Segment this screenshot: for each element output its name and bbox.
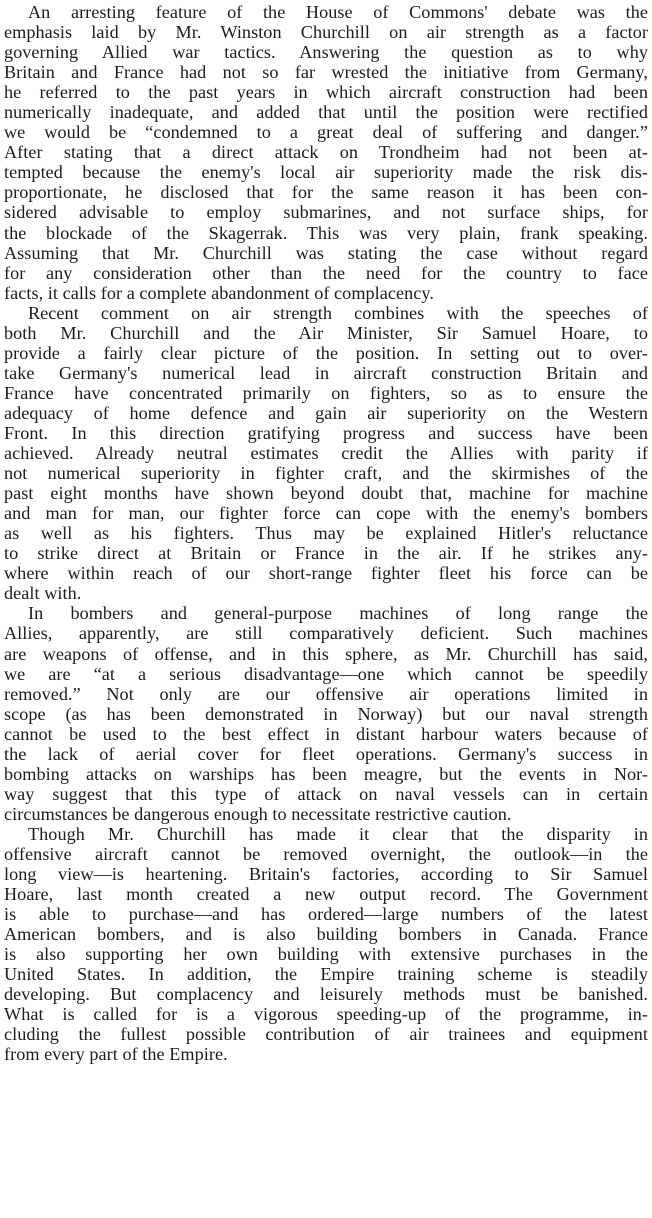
paragraph-outlook [4, 824, 648, 1065]
text-line: developing. But complacency and leisurely methods must be banished. [4, 984, 648, 1005]
text-line: from every part of the Empire. [4, 1044, 228, 1065]
text-line: long view—is heartening. Britain's factories, according to Sir Samuel [4, 864, 648, 885]
text-line: cluding the fullest possible contribution of air trainees and equipment [4, 1024, 648, 1045]
text-line: are weapons of offense, and in this sphere, as Mr. Churchill has said, [4, 643, 648, 664]
text-line: What is called for is a vigorous speeding-up of the programme, in- [4, 1004, 648, 1025]
text-line: and man for man, our fighter force can cope with the enemy's bombers [4, 503, 648, 524]
text-line: the blockade of the Skagerrak. This was very plain, frank speaking. [4, 222, 648, 243]
paragraph-air-strength-debate [4, 2, 648, 303]
text-line: cannot be used to the best effect in distant harbour waters because of [4, 723, 648, 744]
text-line: Hoare, last month created a new output record. The Government [4, 884, 648, 905]
text-line: Though Mr. Churchill has made it clear that the disparity in [28, 823, 648, 844]
text-line: emphasis laid by Mr. Winston Churchill on air strength as a factor [4, 22, 648, 43]
text-line: In bombers and general-purpose machines of long range the [28, 603, 648, 624]
text-line: where within reach of our short-range fighter fleet his force can be [4, 563, 648, 584]
text-line: circumstances be dangerous enough to necessitate restrictive caution. [4, 803, 512, 824]
text-line: Assuming that Mr. Churchill was stating the case without regard [4, 242, 648, 263]
text-line: adequacy of home defence and gain air superiority on the Western [4, 402, 648, 423]
text-line: for any consideration other than the need for the country to face [4, 262, 648, 283]
text-line: scope (as has been demonstrated in Norway) but our naval strength [4, 703, 648, 724]
paragraph-bomber-deficiency [4, 603, 648, 824]
text-line: is also supporting her own building with extensive purchases in the [4, 944, 648, 965]
text-line: as well as his fighters. Thus may be explained Hitler's reluctance [4, 523, 648, 544]
text-line: is able to purchase—and has ordered—large numbers of the latest [4, 904, 648, 925]
text-line: proportionate, he disclosed that for the same reason it has been con- [4, 182, 648, 203]
text-line: American bombers, and is also building bombers in Canada. France [4, 924, 648, 945]
article-page [4, 2, 648, 1214]
text-line: Britain and France had not so far wrested the initiative from Germany, [4, 62, 648, 83]
text-line: not numerical superiority in fighter craft, and the skirmishes of the [4, 463, 648, 484]
text-line: past eight months have shown beyond doubt that, machine for machine [4, 483, 648, 504]
text-line: numerically inadequate, and added that until the position were rectified [4, 102, 648, 123]
text-line: offensive aircraft cannot be removed overnight, the outlook—in the [4, 843, 648, 864]
text-line: governing Allied war tactics. Answering the question as to why [4, 42, 648, 63]
text-line: Front. In this direction gratifying progress and success have been [4, 422, 648, 443]
text-line: Recent comment on air strength combines with the speeches of [28, 302, 648, 323]
text-line: achieved. Already neutral estimates credit the Allies with parity if [4, 443, 648, 464]
text-line: way suggest that this type of attack on naval vessels can in certain [4, 783, 648, 804]
text-line: we would be “condemned to a great deal of suffering and danger.” [4, 122, 648, 143]
text-line: provide a fairly clear picture of the position. In setting out to over- [4, 342, 648, 363]
text-line: he referred to the past years in which aircraft construction had been [4, 82, 648, 103]
text-line: both Mr. Churchill and the Air Minister, Sir Samuel Hoare, to [4, 322, 648, 343]
paragraph-fighter-progress [4, 303, 648, 604]
text-line: facts, it calls for a complete abandonment of complacency. [4, 282, 434, 303]
text-line: to strike direct at Britain or France in the air. If he strikes any- [4, 543, 648, 564]
text-line: tempted because the enemy's local air superiority made the risk dis- [4, 162, 648, 183]
text-line: removed.” Not only are our offensive air operations limited in [4, 683, 648, 704]
text-line: France have concentrated primarily on fighters, so as to ensure the [4, 382, 648, 403]
text-line: dealt with. [4, 583, 82, 604]
text-line: the lack of aerial cover for fleet operations. Germany's success in [4, 743, 648, 764]
text-line: take Germany's numerical lead in aircraft construction Britain and [4, 362, 648, 383]
text-line: we are “at a serious disadvantage—one which cannot be speedily [4, 663, 648, 684]
text-line: An arresting feature of the House of Commons' debate was the [28, 2, 648, 22]
text-line: sidered advisable to employ submarines, and not surface ships, for [4, 202, 648, 223]
text-line: bombing attacks on warships has been meagre, but the events in Nor- [4, 763, 648, 784]
text-line: After stating that a direct attack on Trondheim had not been at- [4, 142, 648, 163]
text-line: Allies, apparently, are still comparatively deficient. Such machines [4, 623, 648, 644]
text-line: United States. In addition, the Empire training scheme is steadily [4, 964, 648, 985]
